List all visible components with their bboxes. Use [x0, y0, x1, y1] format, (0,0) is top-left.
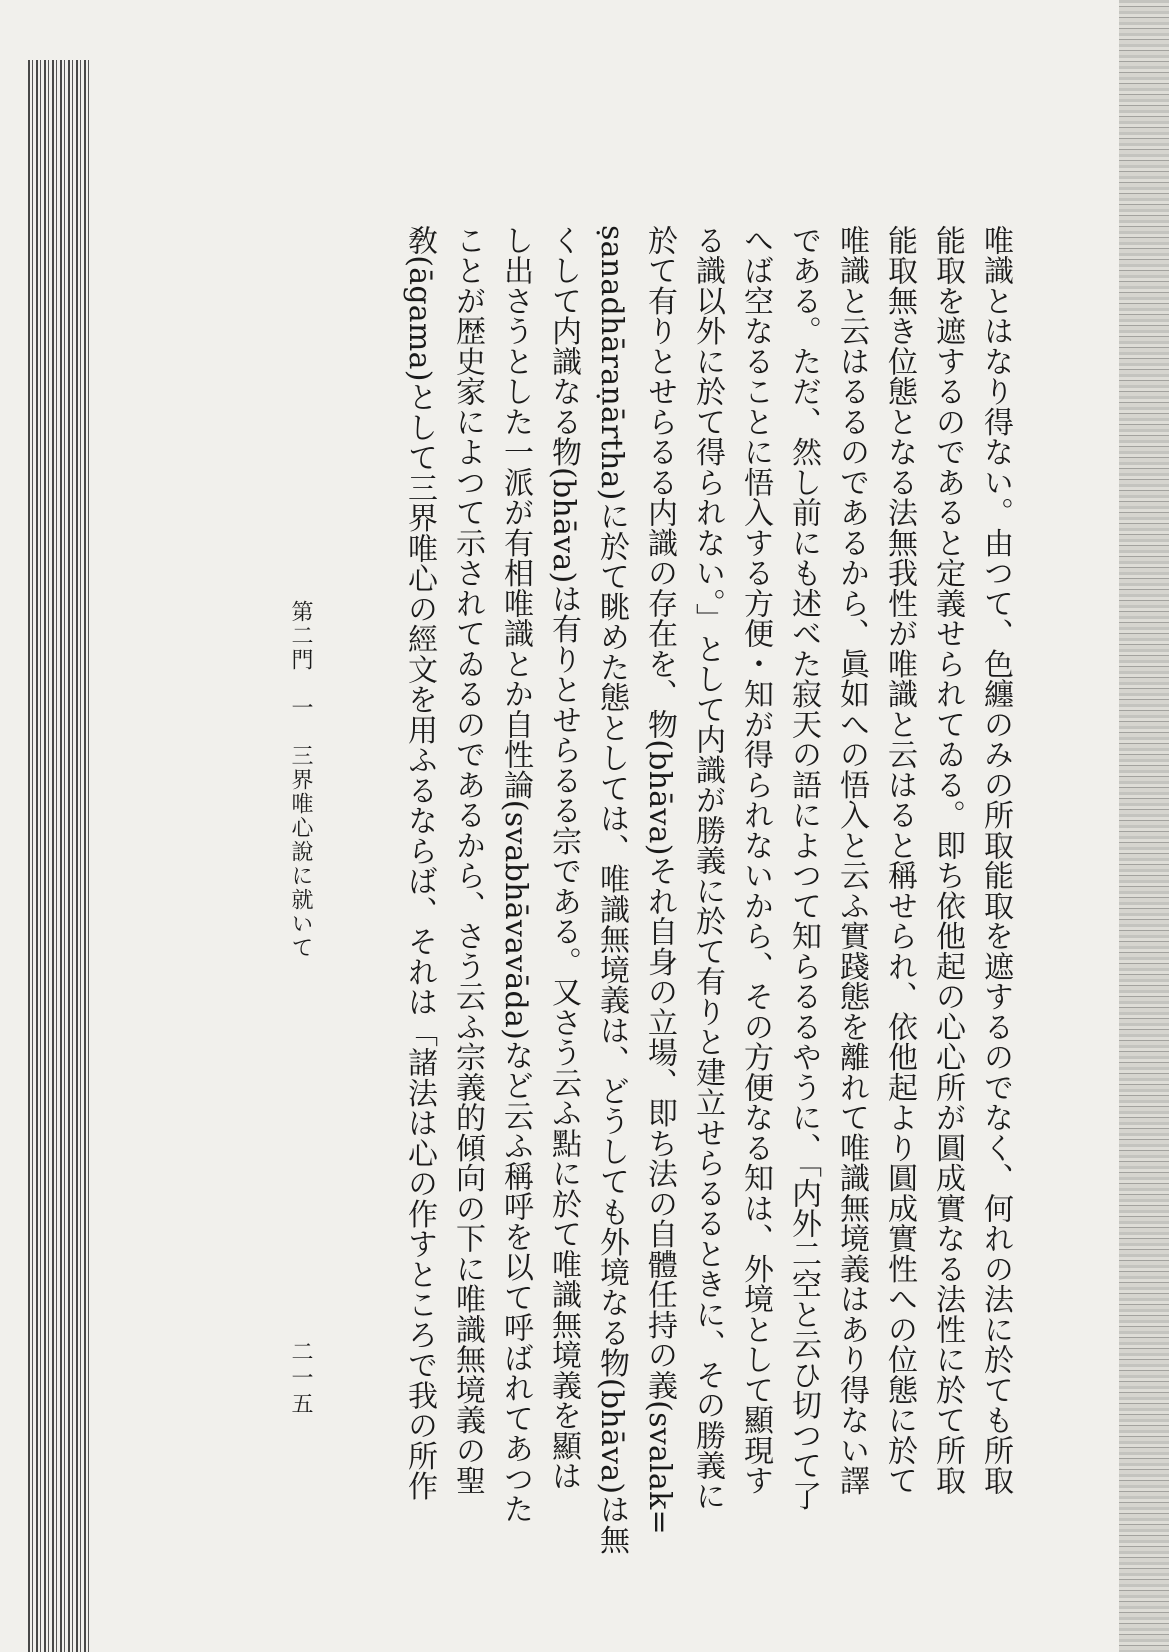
text-column: くして内識なる物(bhāva)は有りとせらるる宗である。又さう云ふ點に於て唯識無境義を顯は — [546, 225, 581, 1491]
page-number: 二一五 — [288, 1340, 313, 1418]
text-column: ことが歴史家によつて示されてゐるのであるから、さう云ふ宗義的傾向の下に唯識無境義の聖 — [450, 225, 485, 1496]
text-column: 唯識と云はるるのであるから、眞如への悟入と云ふ實踐態を離れて唯識無境義はあり得ない譯 — [834, 225, 869, 1496]
text-column: 能取無き位態となる法無我性が唯識と云はると稱せられ、依他起より圓成實性への位態に於て — [882, 225, 917, 1496]
text-column: 於て有りとせらるる内識の存在を、物(bhāva)それ自身の立場、即ち法の自體任持の義(svalak= — [642, 225, 677, 1535]
text-column: し出さうとした一派が有相唯識とか自性論(svabhāvavāda)など云ふ稱呼を以て呼ばれてあつた — [498, 225, 533, 1525]
text-column: 唯識とはなり得ない。由つて、色纏のみの所取能取を遮するのでなく、何れの法に於ても所取 — [978, 225, 1013, 1496]
text-column: へば空なることに悟入する方便・知が得られないから、その方便なる知は、外境として顯現す — [738, 225, 773, 1496]
page-edge — [1119, 0, 1169, 1652]
text-column: る識以外に於て得られない。」として内識が勝義に於て有りと建立せらるるときに、その勝義に — [690, 225, 725, 1511]
text-column: 敎(āgama)として三界唯心の經文を用ふるならば、それは「諸法は心の作すところで我の所作 — [402, 225, 437, 1501]
text-column: ṣanadhāraṇārtha)に於て眺めた態としては、唯識無境義は、どうしても外境なる物(bhāva)は無 — [594, 225, 629, 1555]
text-column: である。ただ、然し前にも述べた寂天の語によつて知らるるやうに、「内外二空と云ひ切つて了 — [786, 225, 821, 1511]
book-binding — [28, 60, 90, 1652]
running-head: 第二門 一 三界唯心說に就いて — [288, 600, 313, 960]
body-text — [395, 225, 1019, 1555]
text-column: 能取を遮するのであると定義せられてゐる。即ち依他起の心心所が圓成實なる法性に於て所取 — [930, 225, 965, 1496]
